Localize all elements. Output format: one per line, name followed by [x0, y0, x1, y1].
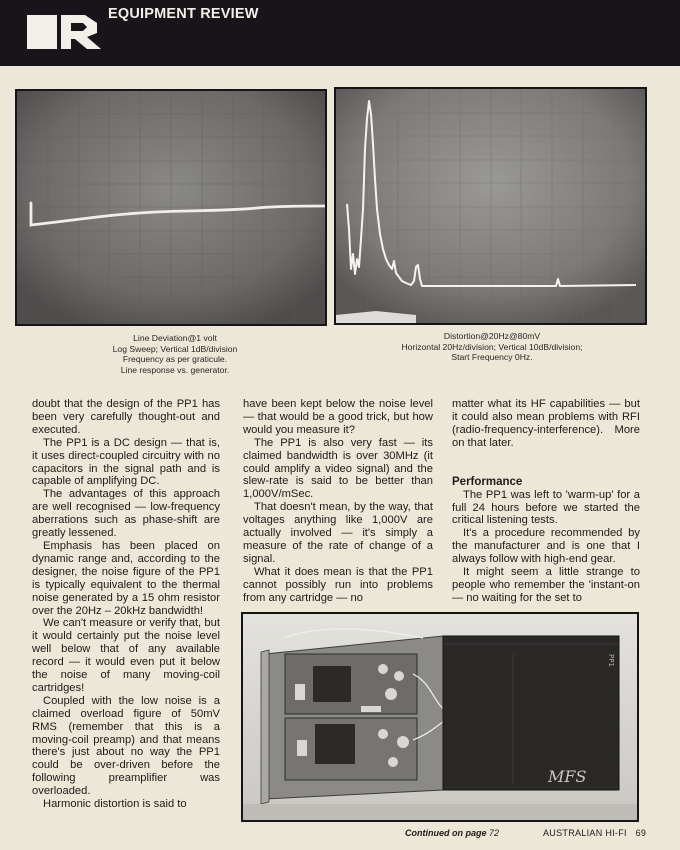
article-column-3 [452, 398, 640, 605]
paragraph: We can't measure or verify that, but it would certainly put the noise level well below that of any available record — it would even put it below the noise of many moving-coil cartridges! [32, 617, 220, 694]
panel-label: PP1 [607, 654, 615, 667]
paragraph: The PP1 is a DC design — that is, it uses direct-coupled circuitry with no capacitors in the signal path and is capable of amplifying DC. [32, 436, 220, 488]
paragraph: matter what its HF capabilities — but it could also mean problems with RFI (radio-frequency-interference). More on that later. [452, 398, 640, 449]
paragraph: What it does mean is that the PP1 cannot possibly run into problems from any cartridge — no [243, 565, 433, 604]
caption-line: Line Deviation@1 volt [133, 333, 217, 343]
paragraph: The advantages of this approach are well recognised — low-frequency aberrations such as phase-shift are greatly lessened. [32, 488, 220, 540]
article-column-2 [243, 398, 433, 605]
left-figure-caption [90, 333, 260, 375]
section-title: EQUIPMENT REVIEW [108, 6, 259, 22]
caption-line: Start Frequency 0Hz. [451, 352, 533, 363]
caption-line: Distortion@20Hz@80mV [443, 331, 541, 341]
caption-line: Frequency as per graticule. [122, 354, 228, 365]
paragraph: Harmonic distortion is said to [43, 798, 187, 811]
right-figure-caption [380, 331, 604, 363]
continuation-note [405, 828, 499, 838]
caption-line: Line response vs. generator. [120, 364, 230, 375]
paragraph: doubt that the design of the PP1 has been very carefully thought-out and executed. [32, 398, 220, 436]
article-column-1 [32, 398, 220, 811]
product-photo-pp1 [241, 612, 639, 822]
paragraph: It might seem a little strange to people who remember the 'instant-on — no waiting for the set to [452, 566, 640, 604]
continued-page: 72 [489, 828, 500, 838]
paragraph: have been kept below the noise level — that would be a good trick, but how would you measure it? [243, 398, 433, 436]
page-number: 69 [635, 828, 647, 838]
distortion-spectrum-oscilloscope-trace [334, 87, 647, 325]
paragraph: It's a procedure recommended by the manufacturer and is one that I always follow with high-end gear. [452, 527, 640, 566]
magazine-name: AUSTRALIAN HI-FI [543, 828, 627, 838]
paragraph: Coupled with the low noise is a claimed overload figure of 50mV RMS (remember that this is a moving-coil preamp) and that means there's just about no way the PP1 could be over-driven before the following preamplifier was overloaded. [32, 694, 220, 798]
paragraph: That doesn't mean, by the way, that voltages anything like 1,000V are actually involved — it's simply a measure of the rate of change of a signal. [243, 501, 433, 565]
paragraph: The PP1 was left to 'warm-up' for a full 24 hours before we started the critical listening tests. [452, 488, 640, 527]
magazine-logo [27, 9, 103, 49]
continued-label: Continued on page [405, 828, 487, 838]
page-footer [543, 828, 646, 838]
section-heading: Performance [452, 475, 523, 488]
page-header [0, 0, 680, 66]
paragraph: Emphasis has been placed on dynamic range and, according to the designer, the noise figure of the PP1 is typically equivalent to the thermal noise generated by a 15 ohm resistor over the 20Hz – 20kHz bandwidth! [32, 539, 220, 617]
line-deviation-oscilloscope-trace [15, 89, 327, 326]
caption-line: Horizontal 20Hz/division; Vertical 10dB/division; [401, 341, 583, 352]
brand-mark: MFS [548, 767, 587, 786]
paragraph: The PP1 is also very fast — its claimed bandwidth is over 30MHz (it could amplify a video signal) and the slew-rate is said to be better than 1,000V/mSec. [243, 436, 433, 501]
caption-line: Log Sweep; Vertical 1dB/division [112, 343, 238, 354]
